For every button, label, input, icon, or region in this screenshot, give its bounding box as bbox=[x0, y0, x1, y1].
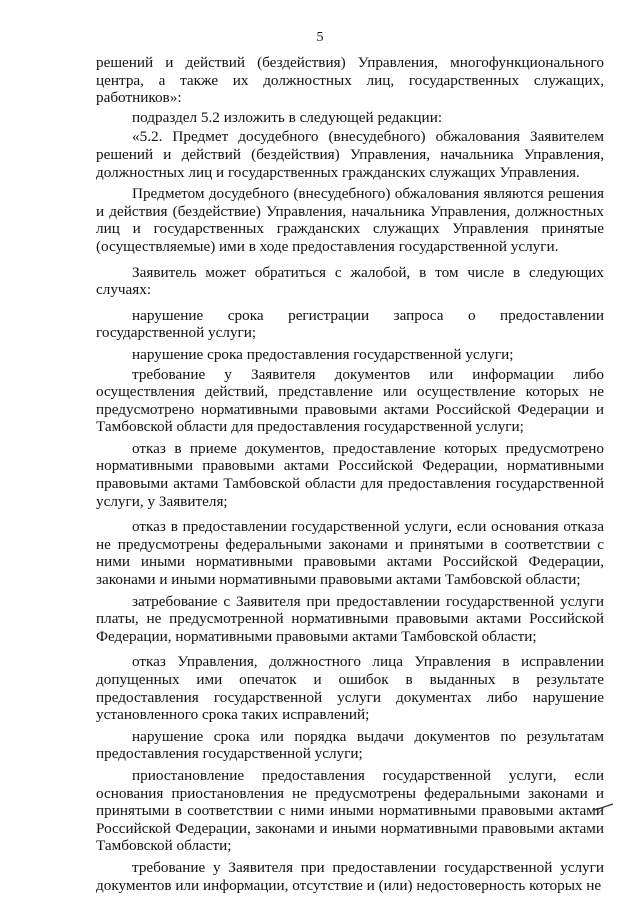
list-item-service-refusal: отказ в предоставлении государственной услуги, если основания отказа не предусмотрены федеральными законами и принятыми в соответствии с ними иными нормативными правовыми актами Российской Федерации, законами и иными нормативными правовыми актами Тамбовской области; bbox=[96, 518, 604, 589]
list-item-correction-refusal: отказ Управления, должностного лица Управления в исправлении допущенных ими опечаток и ошибок в выданных в результате предоставления государственной услуги документах либо нарушение установленного срока таких исправлений; bbox=[96, 653, 604, 724]
margin-pen-mark bbox=[594, 802, 614, 812]
list-item-fee-demand: затребование с Заявителя при предоставлении государственной услуги платы, не предусмотренной нормативными правовыми актами Российской Федерации, нормативными правовыми актами Тамбовской области; bbox=[96, 592, 604, 645]
paragraph-continuation: решений и действий (бездействия) Управления, многофункционального центра, а также их должностных лиц, государственных служащих, работников»: bbox=[96, 54, 604, 107]
paragraph-amendment-instruction: подраздел 5.2 изложить в следующей редакции: bbox=[132, 108, 443, 126]
document-body bbox=[96, 54, 604, 894]
list-item-document-demand: требование у Заявителя документов или информации либо осуществления действий, представление или осуществление которых не предусмотрено нормативными правовыми актами Российской Федерации и Тамбовской области для предоставления государственной услуги; bbox=[96, 365, 604, 436]
paragraph-subject-of-appeal: Предметом досудебного (внесудебного) обжалования являются решения и действия (бездействие) Управления, начальника Управления, должностных лиц и государственных гражданских служащих Управления принятые (осуществляемые) ими в ходе предоставления государственной услуги. bbox=[96, 185, 604, 255]
paragraph-subsection-heading: «5.2. Предмет досудебного (внесудебного) обжалования Заявителем решений и действий (бездействия) Управления, начальника Управления, должностных лиц и государственных гражданских служащих Управления. bbox=[96, 128, 604, 181]
list-item-unreliable-documents: требование у Заявителя при предоставлении государственной услуги документов или информации, отсутствие и (или) недостоверность которых не bbox=[96, 858, 604, 894]
list-item-suspension: приостановление предоставления государственной услуги, если основания приостановления не предусмотрены федеральными законами и принятыми в соответствии с ними иными нормативными правовыми актами Российской Федерации, законами и иными нормативными правовыми актами Тамбовской области; bbox=[96, 766, 604, 855]
list-item-registration-delay: нарушение срока регистрации запроса о предоставлении государственной услуги; bbox=[96, 306, 604, 342]
list-item-acceptance-refusal: отказ в приеме документов, предоставление которых предусмотрено нормативными правовыми актами Российской Федерации, нормативными правовыми актами Тамбовской области для предоставления государственной услуги, у Заявителя; bbox=[96, 439, 604, 510]
paragraph-cases-intro: Заявитель может обратиться с жалобой, в том числе в следующих случаях: bbox=[96, 263, 604, 299]
list-item-issuance-violation: нарушение срока или порядка выдачи документов по результатам предоставления государственной услуги; bbox=[96, 727, 604, 763]
page-number: 5 bbox=[316, 30, 324, 45]
list-item-service-delay: нарушение срока предоставления государственной услуги; bbox=[132, 345, 514, 363]
